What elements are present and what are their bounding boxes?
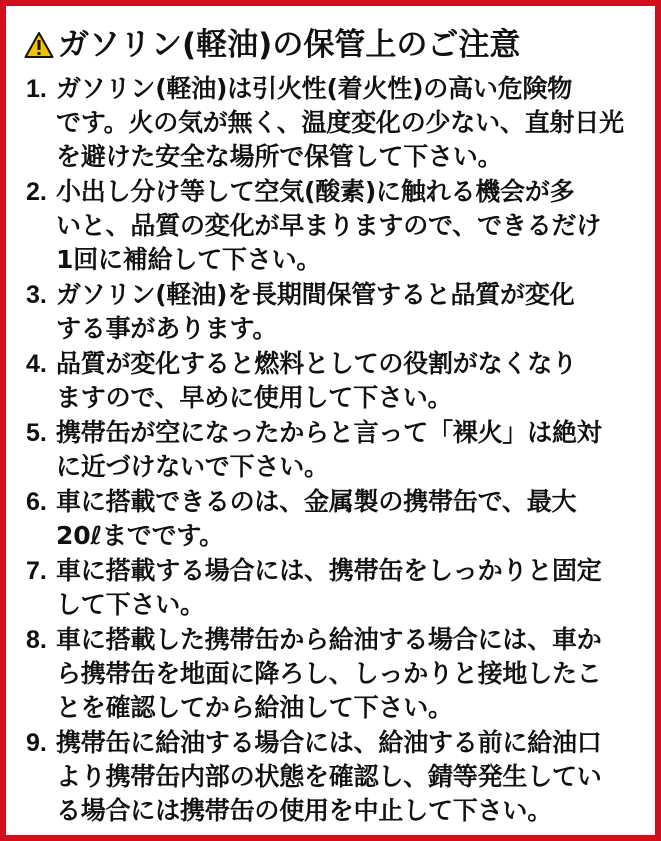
notice-item xyxy=(26,72,648,174)
item-text-line: ら携帯缶を地面に降ろし、しっかりと接地したこ xyxy=(56,659,602,688)
item-number: 5. xyxy=(26,419,47,447)
notice-header xyxy=(24,22,644,68)
item-text-line: ガソリン(軽油)は引火性(着火性)の高い危険物 xyxy=(56,74,573,103)
item-number: 6. xyxy=(26,488,47,516)
item-text-line: に近づけないで下さい。 xyxy=(56,452,329,481)
notice-title: ガソリン(軽油)の保管上のご注意 xyxy=(58,27,521,63)
item-text-line: 携帯缶が空になったからと言って「裸火」は絶対 xyxy=(56,418,602,447)
item-text-line: 車に搭載した携帯缶から給油する場合には、車か xyxy=(56,625,602,654)
notice-item xyxy=(26,416,648,484)
item-text-line: より携帯缶内部の状態を確認し、錆等発生してい xyxy=(56,762,602,791)
item-text-line: 小出し分け等して空気(酸素)に触れる機会が多 xyxy=(56,177,575,206)
item-text-line: 1回に補給して下さい。 xyxy=(56,245,322,274)
item-number: 1. xyxy=(26,75,47,103)
notice-list xyxy=(26,72,648,829)
item-text-line: とを確認してから給油して下さい。 xyxy=(56,693,453,722)
item-text xyxy=(56,416,648,484)
notice-item xyxy=(26,554,648,622)
item-text xyxy=(56,554,648,622)
item-text xyxy=(56,485,648,553)
item-text-line: 車に搭載する場合には、携帯缶をしっかりと固定 xyxy=(56,556,602,585)
notice-item xyxy=(26,485,648,553)
item-text-line: いと、品質の変化が早まりますので、できるだけ xyxy=(56,211,602,240)
notice-item xyxy=(26,623,648,725)
item-text-line: 携帯缶に給油する場合には、給油する前に給油口 xyxy=(56,728,602,757)
notice-item xyxy=(26,278,648,346)
item-text xyxy=(56,623,648,725)
item-number: 2. xyxy=(26,178,47,206)
item-text xyxy=(56,726,648,828)
item-text-line: 20ℓまでです。 xyxy=(56,521,224,550)
item-text-line: です。火の気が無く、温度変化の少ない、直射日光 xyxy=(56,108,624,137)
item-number: 7. xyxy=(26,557,47,585)
item-text-line: る場合には携帯缶の使用を中止して下さい。 xyxy=(56,796,553,825)
item-number: 4. xyxy=(26,350,47,378)
item-number: 9. xyxy=(26,729,47,757)
notice-item xyxy=(26,347,648,415)
item-text-line: 品質が変化すると燃料としての役割がなくなり xyxy=(56,349,577,378)
item-number: 8. xyxy=(26,626,47,654)
item-text-line: して下さい。 xyxy=(56,590,205,619)
item-text xyxy=(56,278,648,346)
item-text-line: ガソリン(軽油)を長期間保管すると品質が変化 xyxy=(56,280,575,309)
item-text-line: する事があります。 xyxy=(56,314,278,343)
item-text-line: ますので、早めに使用して下さい。 xyxy=(56,383,453,412)
notice-item xyxy=(26,175,648,277)
item-text xyxy=(56,72,648,174)
item-text-line: 車に搭載できるのは、金属製の携帯缶で、最大 xyxy=(56,487,577,516)
item-text xyxy=(56,175,648,277)
warning-triangle-icon xyxy=(24,31,54,59)
notice-item xyxy=(26,726,648,828)
item-number: 3. xyxy=(26,281,47,309)
item-text xyxy=(56,347,648,415)
item-text-line: を避けた安全な場所で保管して下さい。 xyxy=(56,142,503,171)
